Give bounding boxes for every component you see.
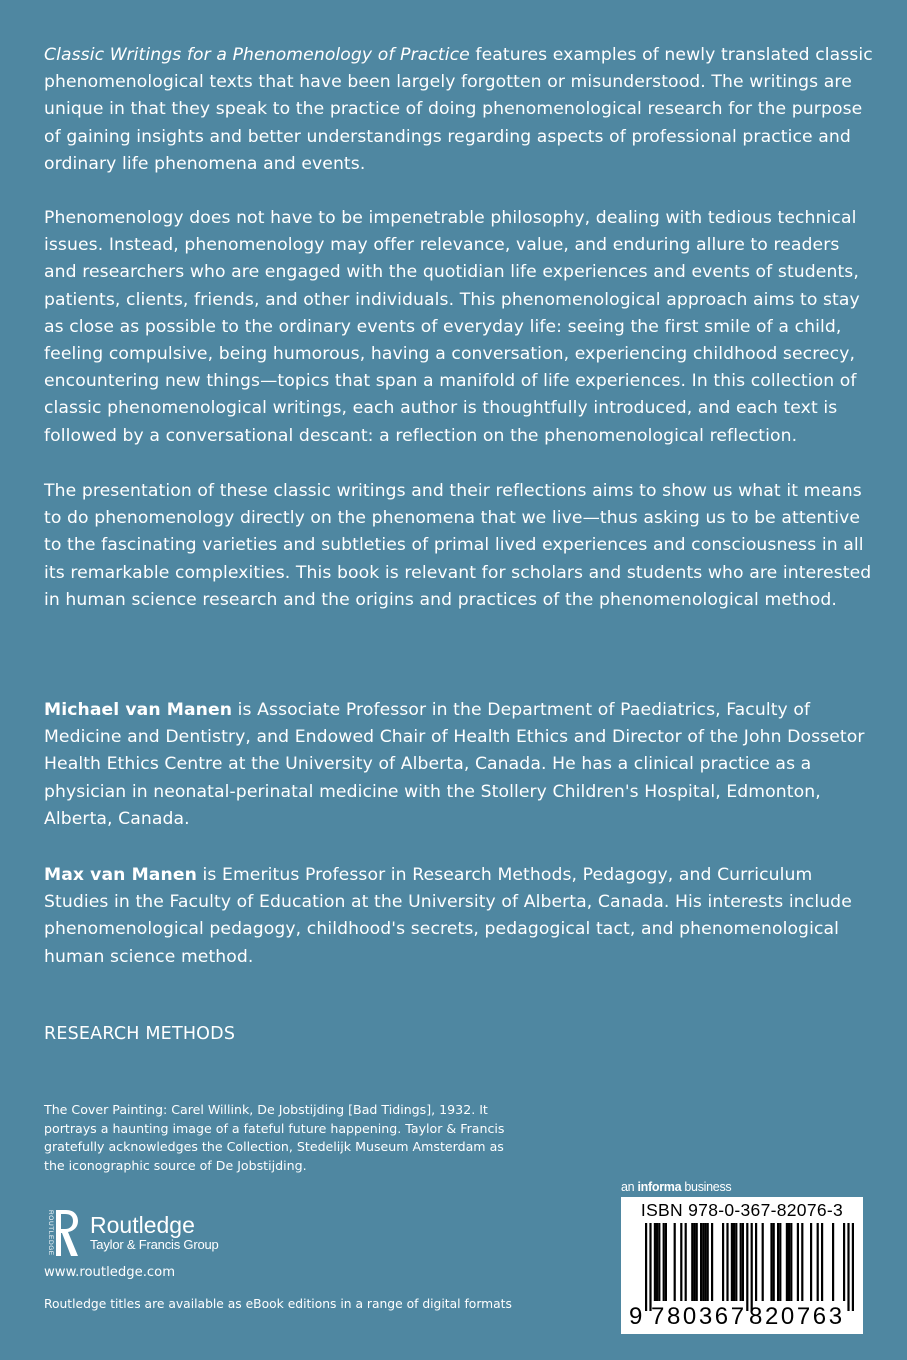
barcode-bar xyxy=(707,1223,709,1301)
barcode-guard-bar xyxy=(847,1223,849,1311)
barcode-bar xyxy=(656,1223,658,1301)
author-bio-1 xyxy=(44,697,874,833)
barcode-guard-bar xyxy=(649,1223,651,1311)
publisher-website-link[interactable]: www.routledge.com xyxy=(44,1265,176,1280)
barcode-bar xyxy=(722,1223,724,1301)
barcode-bar xyxy=(665,1223,667,1301)
barcode-bar xyxy=(817,1223,819,1301)
barcode-bar xyxy=(735,1223,737,1301)
cover-painting-credit: The Cover Painting: Carel Willink, De Jobstijding [Bad Tidings], 1932. It portrays a haunting image of a fateful future happening. Taylor & Francis gratefully acknowledges the Collection, Stedelijk Museum Amsterdam as the iconographic source of De Jobstijding. xyxy=(44,1102,505,1173)
barcode-bar xyxy=(801,1223,803,1301)
barcode-bar xyxy=(740,1223,742,1301)
isbn-barcode xyxy=(621,1197,863,1334)
barcode-bar xyxy=(832,1223,834,1301)
barcode-guard-bar xyxy=(751,1223,753,1311)
barcode-bar xyxy=(790,1223,792,1301)
barcode-bar xyxy=(674,1223,676,1301)
blurb-paragraph-1-text: features examples of newly translated classic phenomenological texts that have been largely forgotten or misunderstood. The writings are unique in that they speak to the practice of doing phenomenological research for the purpose of gaining insights and better understandings regarding aspects of professional practice and ordinary life phenomena and events. xyxy=(44,45,873,174)
barcode-left-group: 780367 xyxy=(651,1303,747,1330)
barcode-bar xyxy=(691,1223,693,1301)
barcode-bar xyxy=(786,1223,788,1301)
barcode-guard-bar xyxy=(746,1223,748,1311)
blurb-paragraph-1 xyxy=(44,42,874,178)
barcode-bar xyxy=(731,1223,733,1301)
barcode-bar xyxy=(843,1223,845,1301)
barcode-bar xyxy=(773,1223,775,1301)
barcode-bar xyxy=(702,1223,704,1301)
publisher-group: Taylor & Francis Group xyxy=(90,1237,219,1252)
blurb-paragraph-2: Phenomenology does not have to be impenetrable philosophy, dealing with tedious technical issues. Instead, phenomenology may offer relevance, value, and enduring allure to readers and researchers who are engaged with the quotidian life experiences and events of students, patients, clients, friends, and other individuals. This phenomenological approach aims to stay as close as possible to the ordinary events of everyday life: seeing the first smile of a child, feeling compulsive, being humorous, having a conversation, experiencing childhood secrecy, encountering new things—topics that span a manifold of life experiences. In this collection of classic phenomenological writings, each author is thoughtfully introduced, and each text is followed by a conversational descant: a reflection on the phenomenological reflection. xyxy=(44,208,860,446)
author-name-2: Max van Manen xyxy=(44,865,197,885)
barcode-bar xyxy=(821,1223,823,1301)
barcode-bar xyxy=(654,1223,656,1301)
barcode-right-group: 820763 xyxy=(749,1303,845,1330)
barcode-bar xyxy=(797,1223,799,1301)
informa-business-tag: an informa business xyxy=(621,1180,732,1194)
isbn-label: ISBN 978-0-367-82076-3 xyxy=(640,1200,844,1220)
barcode-bar xyxy=(704,1223,706,1301)
barcode-bar xyxy=(788,1223,790,1301)
barcode-bar xyxy=(700,1223,702,1301)
barcode-bar xyxy=(762,1223,764,1301)
barcode-bar xyxy=(680,1223,682,1301)
barcode-bar xyxy=(711,1223,713,1301)
barcode-bar xyxy=(696,1223,698,1301)
subject-category: RESEARCH METHODS xyxy=(44,1024,236,1044)
barcode-bars xyxy=(621,1223,863,1313)
barcode-guard-bar xyxy=(852,1223,854,1311)
author-name-1: Michael van Manen xyxy=(44,700,233,720)
ebook-availability-note: Routledge titles are available as eBook editions in a range of digital formats xyxy=(44,1297,512,1311)
barcode-bar xyxy=(726,1223,728,1301)
barcode-lead-digit: 9 xyxy=(629,1303,643,1330)
routledge-logo xyxy=(44,1208,219,1258)
barcode-bar xyxy=(685,1223,687,1301)
barcode-bar xyxy=(770,1223,772,1301)
barcode-bar xyxy=(742,1223,744,1301)
barcode-bar xyxy=(810,1223,812,1301)
blurb-paragraph-3: The presentation of these classic writings and their reflections aims to show us what it means to do phenomenology directly on the phenomena that we live—thus asking us to be attentive to the fascinating varieties and subtleties of primal lived experiences and consciousness in all its remarkable complexities. This book is relevant for scholars and students who are interested in human science research and the origins and practices of the phenomenological method. xyxy=(44,481,872,610)
author-bio-1-text: is Associate Professor in the Department of Paediatrics, Faculty of Medicine and Dentistry, and Endowed Chair of Health Ethics and Director of the John Dossetor Health Ethics Centre at the University of Alberta, Canada. He has a clinical practice as a physician in neonatal-perinatal medicine with the Stollery Children's Hospital, Edmonton, Alberta, Canada. xyxy=(44,700,865,829)
barcode-bar xyxy=(663,1223,665,1301)
barcode-bar xyxy=(693,1223,695,1301)
routledge-vertical-wordmark: ROUTLEDGE xyxy=(47,1210,54,1256)
publisher-name: Routledge xyxy=(90,1212,195,1238)
informa-wordmark: informa xyxy=(637,1180,682,1194)
author-bio-2-text: is Emeritus Professor in Research Methods, Pedagogy, and Curriculum Studies in the Faculty of Education at the University of Alberta, Canada. His interests include phenomenological pedagogy, childhood's secrets, pedagogical tact, and phenomenological human science method. xyxy=(44,865,852,967)
routledge-r-icon xyxy=(44,1208,80,1258)
author-bio-2 xyxy=(44,862,874,971)
book-title: Classic Writings for a Phenomenology of Practice xyxy=(44,45,470,65)
barcode-bar xyxy=(779,1223,781,1301)
barcode-bar xyxy=(658,1223,660,1301)
barcode-bar xyxy=(733,1223,735,1301)
barcode-digits xyxy=(621,1303,863,1331)
barcode-bar xyxy=(777,1223,779,1301)
barcode-bar xyxy=(755,1223,757,1301)
barcode-guard-bar xyxy=(645,1223,647,1311)
